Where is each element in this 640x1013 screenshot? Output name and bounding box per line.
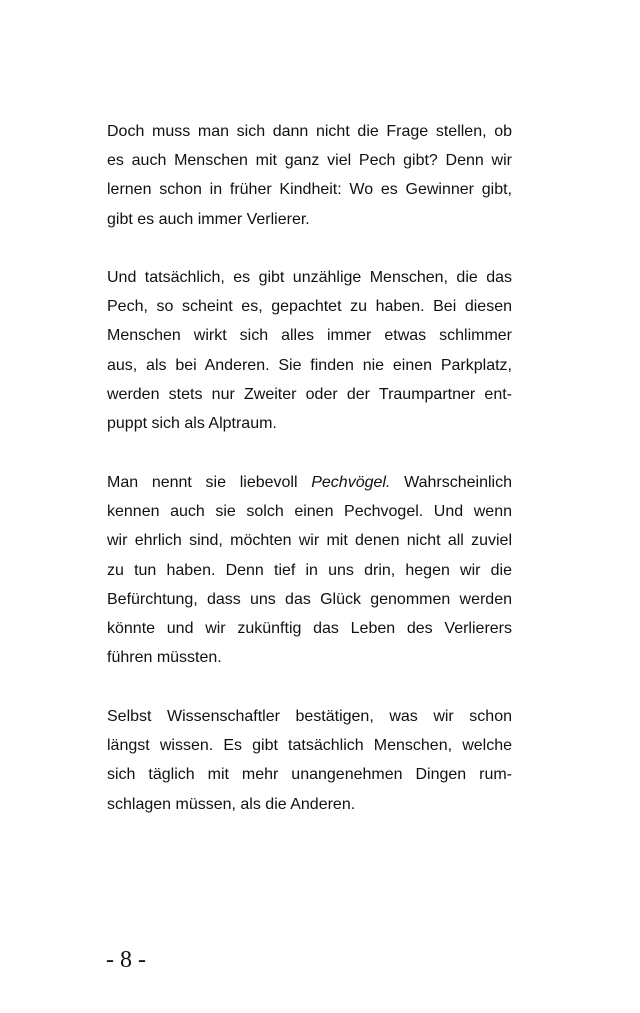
text-line: Befürchtung, dass uns das Glück genommen werden: [107, 590, 512, 608]
text-line: aus, als bei Anderen. Sie finden nie einen Parkplatz,: [107, 356, 512, 374]
text-fragment: Wahrscheinlich: [404, 474, 512, 491]
page-number: - 8 -: [106, 947, 146, 973]
text-fragment: Man nennt sie liebevoll: [107, 474, 298, 491]
text-line: lernen schon in früher Kindheit: Wo es Gewinner gibt,: [107, 181, 512, 199]
text-line-with-italic: [107, 468, 512, 497]
text-line: schlagen müssen, als die Anderen.: [107, 795, 356, 813]
text-line: es auch Menschen mit ganz viel Pech gibt? Denn wir: [107, 152, 512, 170]
text-line: zu tun haben. Denn tief in uns drin, hegen wir die: [107, 561, 512, 579]
paragraph-1: [107, 117, 512, 234]
text-line: sich täglich mit mehr unangenehmen Dingen rum-: [107, 766, 512, 784]
paragraph-2: [107, 263, 512, 438]
text-line: Selbst Wissenschaftler bestätigen, was wir schon: [107, 708, 512, 725]
text-line: puppt sich als Alptraum.: [107, 414, 277, 432]
text-line: könnte und wir zukünftig das Leben des Verlierers: [107, 619, 512, 637]
text-line: Doch muss man sich dann nicht die Frage stellen, ob: [107, 123, 512, 140]
text-line: gibt es auch immer Verlierer.: [107, 210, 310, 228]
text-line: wir ehrlich sind, möchten wir mit denen nicht all zuviel: [107, 532, 512, 550]
text-line: führen müssten.: [107, 649, 222, 667]
text-line: Pech, so scheint es, gepachtet zu haben. Bei diesen: [107, 298, 512, 316]
text-line: längst wissen. Es gibt tatsächlich Menschen, welche: [107, 737, 512, 755]
text-line: Und tatsächlich, es gibt unzählige Menschen, die das: [107, 269, 512, 286]
text-line: kennen auch sie solch einen Pechvogel. Und wenn: [107, 503, 512, 521]
paragraph-3: [107, 468, 512, 672]
text-line: werden stets nur Zweiter oder der Traumpartner ent-: [107, 385, 512, 403]
text-line: Menschen wirkt sich alles immer etwas schlimmer: [107, 327, 512, 345]
paragraph-4: [107, 702, 512, 819]
italic-term: Pechvögel.: [311, 474, 391, 491]
